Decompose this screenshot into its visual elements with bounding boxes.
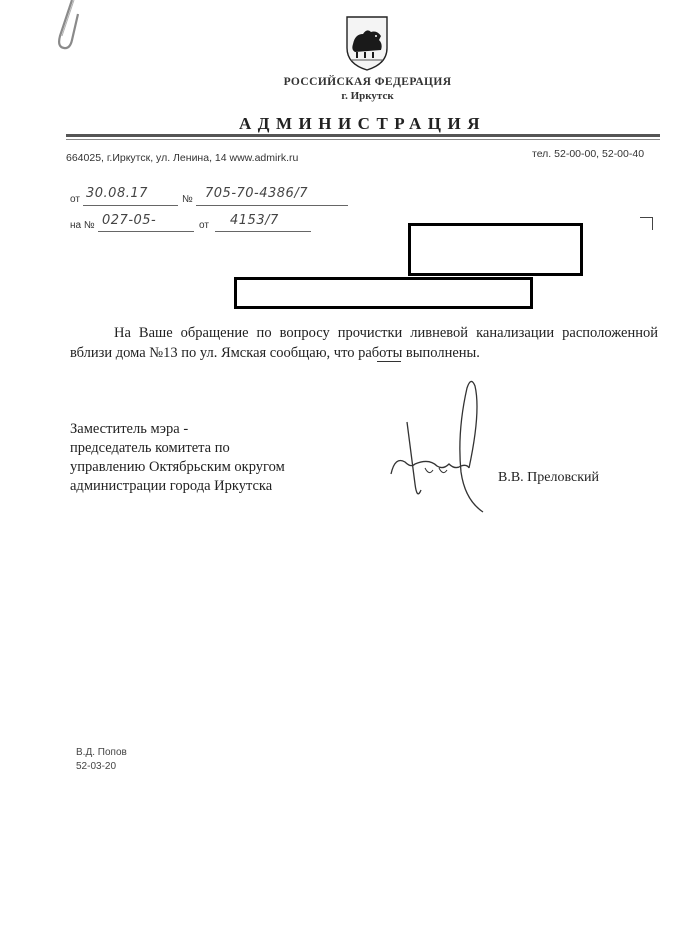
- outgoing-number: 705-70-4386/7: [205, 186, 308, 201]
- executor-name: В.Д. Попов: [76, 747, 127, 758]
- administration-title: АДМИНИСТРАЦИЯ: [238, 114, 486, 133]
- executor-info: [76, 746, 127, 774]
- from-label: от: [70, 194, 80, 205]
- number-label: №: [182, 194, 193, 205]
- country-heading: РОССИЙСКАЯ ФЕДЕРАЦИЯ: [283, 76, 452, 88]
- coat-of-arms-emblem: [343, 14, 391, 72]
- paperclip-image: [50, 0, 80, 52]
- header-rule-thick: [66, 134, 660, 137]
- position-line: администрации города Иркутска: [70, 478, 273, 494]
- redacted-address-block: [234, 277, 533, 309]
- reply-number: 027-05-: [102, 213, 157, 228]
- redacted-addressee-block: [408, 223, 583, 276]
- signatory-name: В.В. Преловский: [498, 470, 600, 485]
- reply-date: 4153/7: [230, 213, 279, 228]
- city-heading: г. Иркутск: [341, 90, 394, 102]
- reply-date-underline: [215, 231, 311, 232]
- position-line: председатель комитета по: [70, 440, 230, 456]
- position-line: управлению Октябрьским округом: [70, 459, 285, 475]
- address-line: 664025, г.Иркутск, ул. Ленина, 14 www.admirk.ru: [66, 152, 299, 164]
- date-underline: [83, 205, 178, 206]
- reply-from-label: от: [199, 220, 209, 231]
- executor-phone: 52-03-20: [76, 761, 117, 772]
- handwritten-strike-mark: [377, 361, 401, 362]
- header-rule-thin: [66, 139, 660, 140]
- reply-number-underline: [98, 231, 194, 232]
- handwritten-signature: [385, 372, 490, 517]
- number-underline: [196, 205, 348, 206]
- signatory-position: [70, 420, 285, 496]
- position-line: Заместитель мэра -: [70, 421, 189, 437]
- addressee-corner-mark: [640, 217, 653, 230]
- reply-to-label: на №: [70, 220, 95, 231]
- outgoing-date: 30.08.17: [86, 186, 148, 201]
- letter-body: На Ваше обращение по вопросу прочистки ливневой канализации расположенной вблизи дома №13 по ул. Ямская сообщаю, что работы выполнены.: [70, 325, 658, 361]
- phone-line: тел. 52-00-00, 52-00-40: [532, 148, 645, 160]
